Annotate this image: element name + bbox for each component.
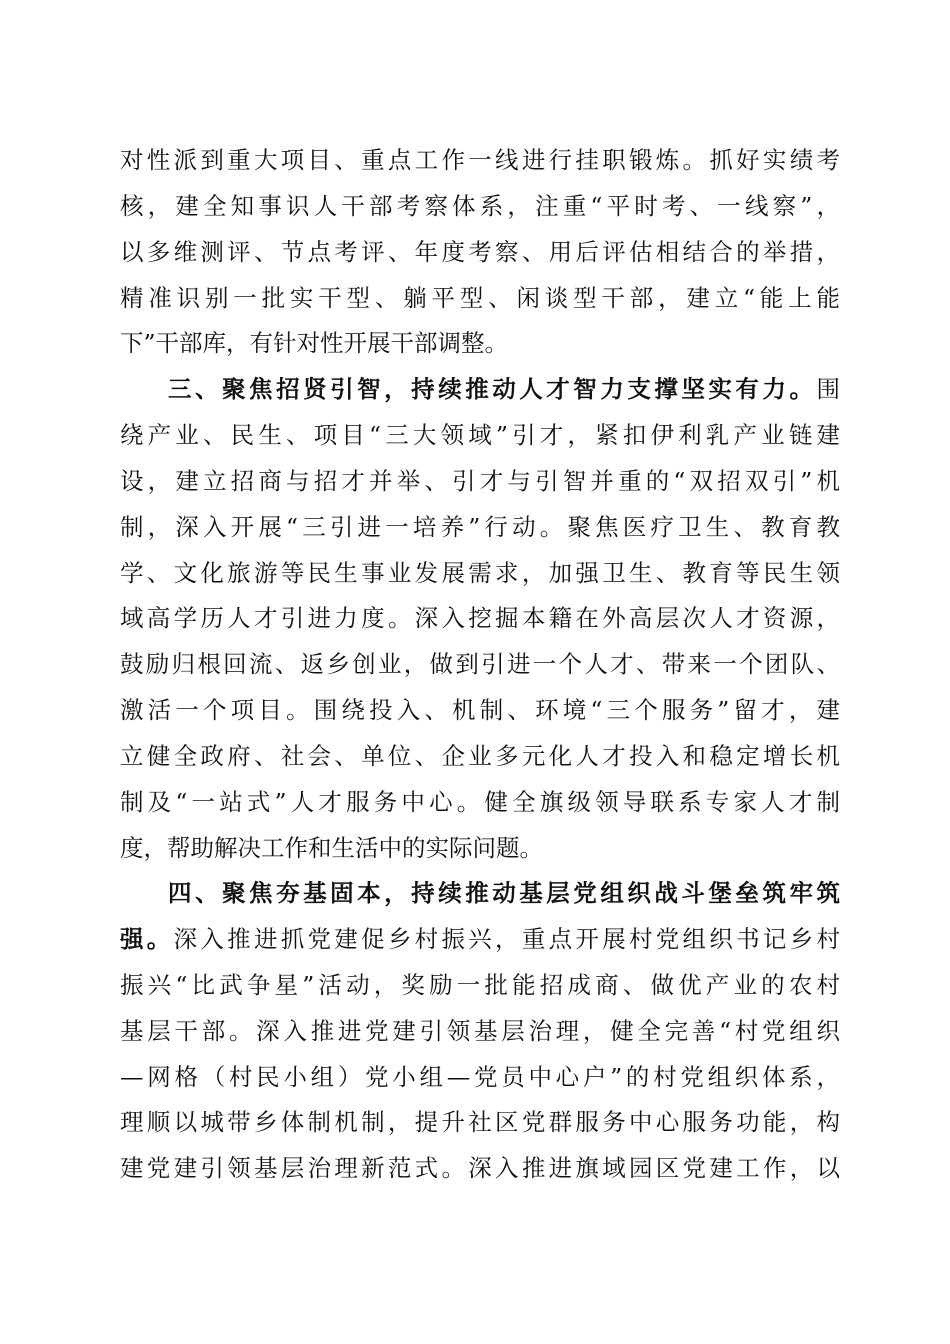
section-heading-line [168, 873, 840, 913]
paragraph-line: 理顺以城带乡体制机制，提升社区党群服务中心服务功能，构 [120, 1108, 840, 1136]
section-heading-line [168, 369, 840, 409]
paragraph-line: 制，深入开展“三引进一培养”行动。聚焦医疗卫生、教育教 [120, 513, 840, 541]
paragraph-line: 精准识别一批实干型、躺平型、闲谈型干部，建立“能上能 [120, 284, 840, 312]
paragraph-line: 绕产业、民生、项目“三大领域”引才，紧扣伊利乳产业链建 [120, 421, 840, 449]
paragraph-line: —网格（村民小组）党小组—党员中心户”的村党组织体系， [120, 1063, 840, 1091]
paragraph-line: 对性派到重大项目、重点工作一线进行挂职锻炼。抓好实绩考 [120, 146, 840, 174]
paragraph-line: 建党建引领基层治理新范式。深入推进旗域园区党建工作，以 [120, 1154, 840, 1182]
paragraph-line: 制及“一站式”人才服务中心。健全旗级领导联系专家人才制 [120, 788, 840, 816]
section-heading: 三、聚焦招贤引智，持续推动人才智力支撑坚实有力。 [168, 375, 817, 403]
paragraph-line: 振兴“比武争星”活动，奖励一批能招成商、做优产业的农村 [120, 971, 840, 999]
paragraph-line: 立健全政府、社会、单位、企业多元化人才投入和稳定增长机 [120, 742, 840, 770]
paragraph-line: 鼓励归根回流、返乡创业，做到引进一个人才、带来一个团队、 [120, 650, 840, 678]
section-heading: 四、聚焦夯基固本，持续推动基层党组织战斗堡垒筑牢筑 [168, 879, 840, 907]
paragraph-line: 以多维测评、节点考评、年度考察、用后评估相结合的举措， [120, 238, 840, 266]
paragraph-line: 域高学历人才引进力度。深入挖掘本籍在外高层次人才资源， [120, 604, 840, 632]
paragraph-line: 基层干部。深入推进党建引领基层治理，健全完善“村党组织 [120, 1017, 840, 1045]
paragraph-line: 下”干部库，有针对性开展干部调整。 [120, 329, 509, 357]
paragraph-line: 度，帮助解决工作和生活中的实际问题。 [120, 834, 543, 862]
paragraph-text: 深入推进抓党建促乡村振兴，重点开展村党组织书记乡村 [173, 925, 841, 953]
paragraph-line: 学、文化旅游等民生事业发展需求，加强卫生、教育等民生领 [120, 559, 840, 587]
paragraph-line: 设，建立招商与招才并举、引才与引智并重的“双招双引”机 [120, 467, 840, 495]
heading-line-continuation: 围 [816, 375, 840, 403]
section-heading-end: 强。 [120, 925, 174, 953]
paragraph-line: 激活一个项目。围绕投入、机制、环境“三个服务”留才，建 [120, 696, 840, 724]
paragraph-line [120, 919, 840, 959]
paragraph-line: 核，建全知事识人干部考察体系，注重“平时考、一线察”， [120, 192, 840, 220]
